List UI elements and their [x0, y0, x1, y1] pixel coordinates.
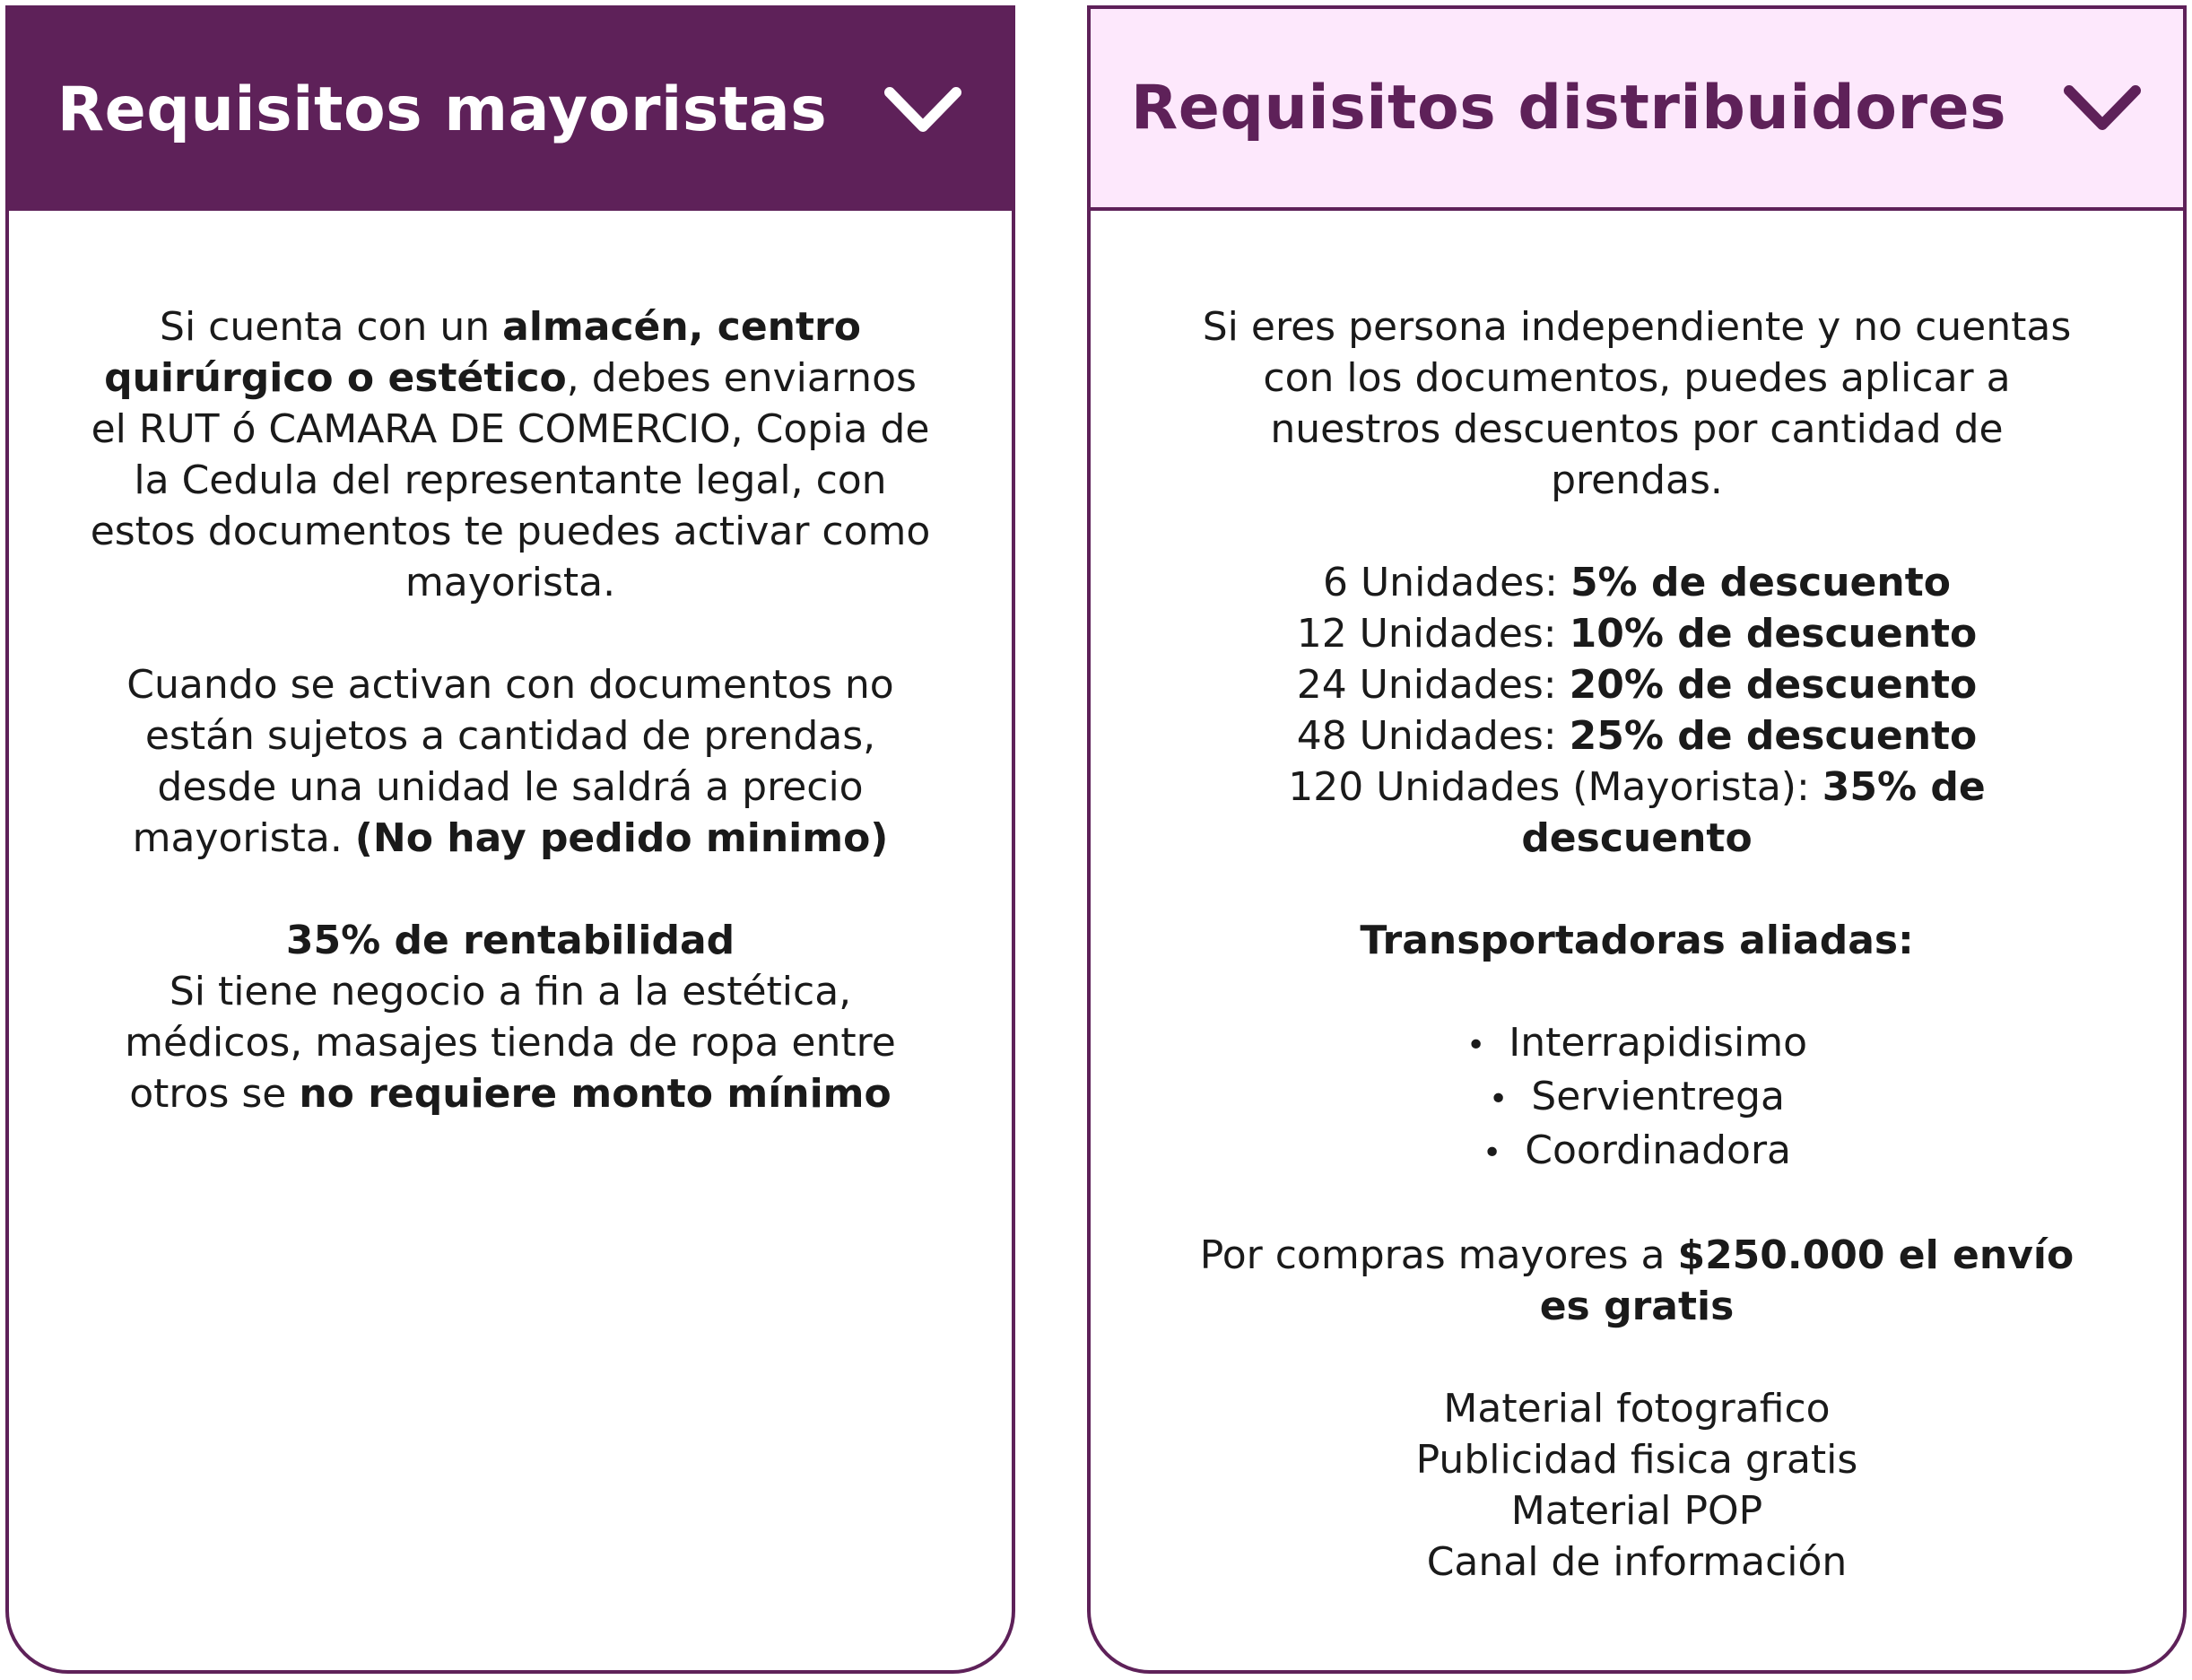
mayoristas-title: Requisitos mayoristas: [57, 74, 828, 145]
mayoristas-paragraph-2: [84, 659, 936, 864]
discount-text: 25% de descuento: [1569, 713, 1978, 759]
chevron-down-icon[interactable]: [2062, 82, 2143, 135]
discount-text: 20% de descuento: [1569, 662, 1978, 708]
discount-text: 10% de descuento: [1569, 611, 1978, 657]
extras-list: [1180, 1383, 2093, 1588]
mayoristas-accordion-header[interactable]: [9, 9, 1012, 211]
units-text: 48 Unidades:: [1296, 713, 1570, 759]
units-text: 6 Unidades:: [1323, 560, 1570, 605]
list-item: • Coordinadora: [1180, 1125, 2093, 1179]
list-item: • Interrapidisimo: [1180, 1017, 2093, 1071]
mayoristas-body: [9, 211, 1012, 1119]
bold-text: no requiere monto mínimo: [299, 1071, 892, 1117]
mayoristas-paragraph-1: [84, 301, 936, 608]
discount-item: [1180, 608, 2093, 659]
distribuidores-card: [1087, 5, 2187, 1674]
carriers-heading: [1180, 915, 2093, 966]
text: Si cuenta con un: [160, 304, 503, 350]
discount-item: [1180, 710, 2093, 762]
bold-text: (No hay pedido minimo): [354, 815, 889, 861]
discount-item: [1180, 762, 2093, 864]
chevron-down-icon[interactable]: [883, 83, 963, 137]
mayoristas-card: [5, 5, 1015, 1674]
units-text: 120 Unidades (Mayorista):: [1288, 764, 1822, 810]
bold-text: Transportadoras aliadas:: [1360, 918, 1914, 963]
text: Por compras mayores a: [1199, 1232, 1678, 1278]
carriers-list: [1180, 1017, 2093, 1179]
rentabilidad-heading: 35% de rentabilidad: [285, 918, 735, 963]
discount-list: [1180, 557, 2093, 864]
list-item: Material fotografico: [1443, 1386, 1831, 1432]
discount-item: [1180, 557, 2093, 608]
bold-text: $250.000 el envío es gratis: [1539, 1232, 2075, 1329]
units-text: 24 Unidades:: [1296, 662, 1570, 708]
free-shipping-text: [1180, 1230, 2093, 1332]
list-item: Publicidad fisica gratis: [1415, 1437, 1858, 1483]
list-item: Material POP: [1510, 1488, 1763, 1534]
mayoristas-paragraph-3: [84, 915, 936, 1119]
discount-text: 35% de descuento: [1521, 764, 1986, 861]
distribuidores-body: [1091, 211, 2183, 1588]
bold-text: almacén, centro quirúrgico o estético: [104, 304, 861, 401]
distribuidores-accordion-header[interactable]: [1091, 9, 2183, 211]
distribuidores-intro: Si eres persona independiente y no cuentas con los documentos, puedes aplicar a nuestros descuentos por cantidad de prendas.: [1202, 304, 2072, 503]
text: Cuando se activan con documentos no están sujetos a cantidad de prendas, desde una unidad le saldrá a precio mayorista.: [126, 662, 894, 861]
distribuidores-title: Requisitos distribuidores: [1130, 73, 2007, 144]
list-item: • Servientrega: [1180, 1071, 2093, 1125]
units-text: 12 Unidades:: [1296, 611, 1570, 657]
list-item: Canal de información: [1426, 1539, 1848, 1585]
discount-item: [1180, 659, 2093, 710]
text: , debes enviarnos el RUT ó CAMARA DE COMERCIO, Copia de la Cedula del representante legal, con estos documentos te puedes activar como mayorista.: [90, 355, 931, 605]
text: Si tiene negocio a fin a la estética, médicos, masajes tienda de ropa entre otros se: [125, 969, 896, 1117]
discount-text: 5% de descuento: [1570, 560, 1951, 605]
